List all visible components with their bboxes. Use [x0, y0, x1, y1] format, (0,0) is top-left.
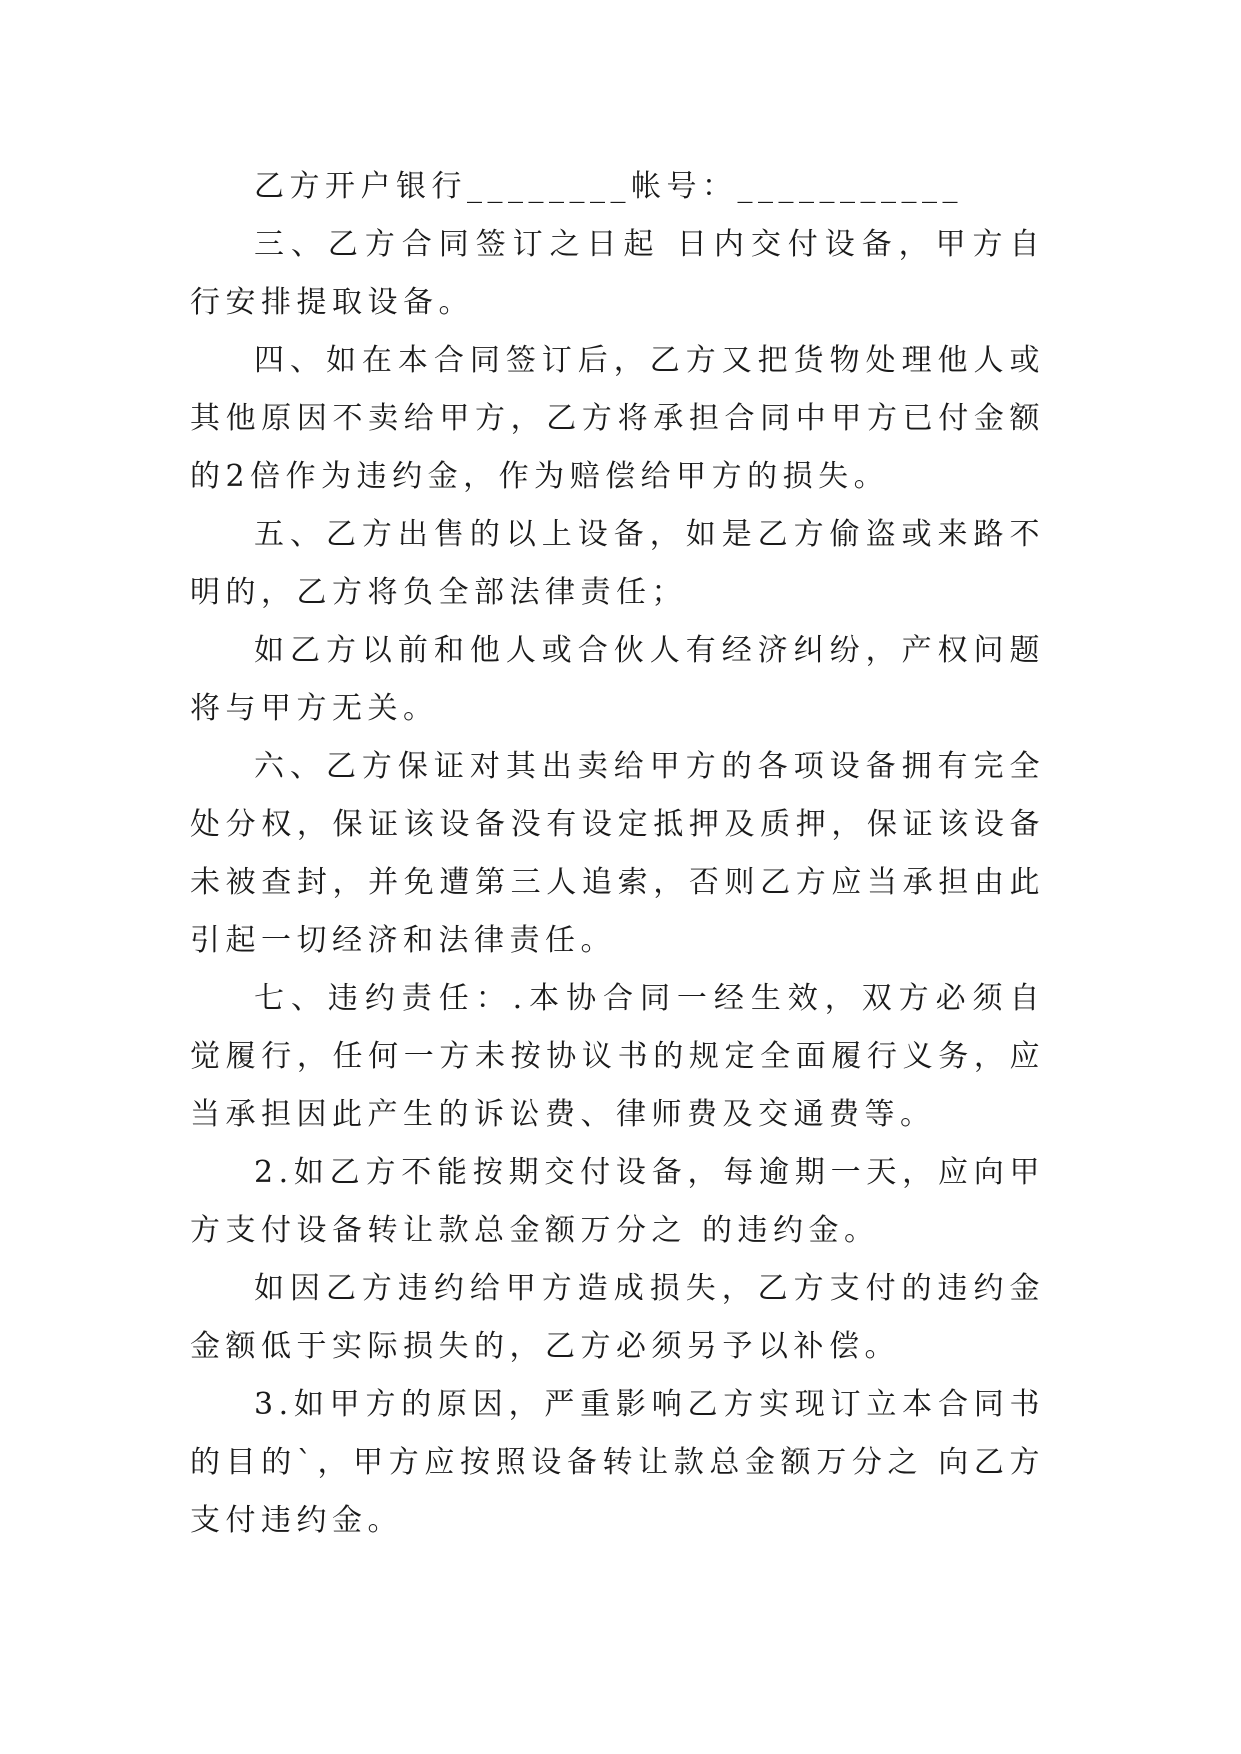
paragraph-clause-7-3: 3.如甲方的原因，严重影响乙方实现订立本合同书的目的`，甲方应按照设备转让款总金额万分之 向乙方支付违约金。: [190, 1387, 1045, 1538]
paragraph-clause-4: 四、如在本合同签订后，乙方又把货物处理他人或其他原因不卖给甲方，乙方将承担合同中甲方已付金额的2倍作为违约金，作为赔偿给甲方的损失。: [190, 343, 1045, 494]
paragraph-bank-account: 乙方开户银行________帐号：___________: [254, 169, 963, 204]
paragraph-clause-6: 六、乙方保证对其出卖给甲方的各项设备拥有完全处分权，保证该设备没有设定抵押及质押，保证该设备未被查封，并免遭第三人追索，否则乙方应当承担由此引起一切经济和法律责任。: [190, 749, 1045, 958]
paragraph-clause-7: 七、违约责任：.本协合同一经生效，双方必须自觉履行，任何一方未按协议书的规定全面履行义务，应当承担因此产生的诉讼费、律师费及交通费等。: [190, 981, 1045, 1132]
paragraph-clause-5-dispute: 如乙方以前和他人或合伙人有经济纠纷，产权问题将与甲方无关。: [190, 633, 1045, 726]
paragraph-clause-5: 五、乙方出售的以上设备，如是乙方偷盗或来路不明的，乙方将负全部法律责任；: [190, 517, 1045, 610]
paragraph-clause-7-2: 2.如乙方不能按期交付设备，每逾期一天，应向甲方支付设备转让款总金额万分之 的违约金。: [190, 1155, 1045, 1248]
paragraph-clause-3: 三、乙方合同签订之日起 日内交付设备，甲方自行安排提取设备。: [190, 227, 1045, 320]
paragraph-clause-7-2-compensation: 如因乙方违约给甲方造成损失，乙方支付的违约金金额低于实际损失的，乙方必须另予以补偿。: [190, 1271, 1045, 1364]
document-body: [190, 158, 1045, 1550]
